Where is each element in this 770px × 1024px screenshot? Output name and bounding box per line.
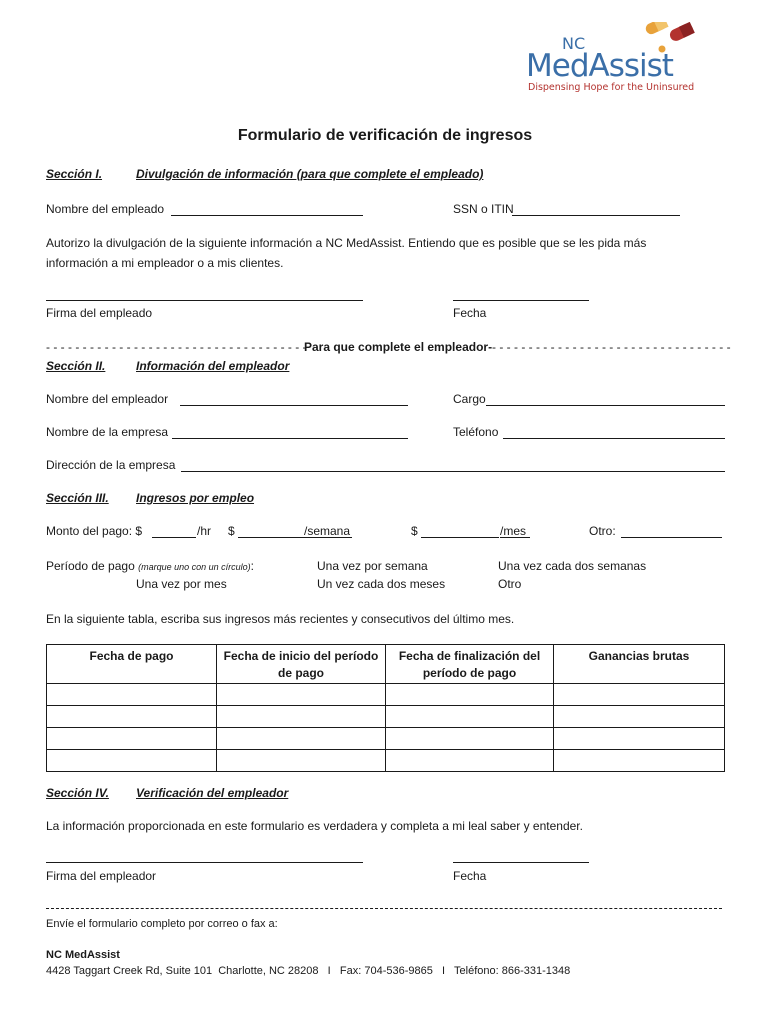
table-cell[interactable]	[47, 706, 217, 728]
other-amount-field[interactable]	[621, 537, 722, 538]
divider-right: - - - - - - - - - - - - - - - - - - - - - - - - - - - - - - - - -	[492, 340, 731, 354]
logo-name: MedAssist	[526, 48, 673, 84]
employee-date-label: Fecha	[453, 306, 487, 320]
earnings-table	[46, 644, 725, 772]
section2-title: Información del empleador	[136, 359, 290, 373]
authorization-line1: Autorizo la divulgación de la siguiente información a NC MedAssist. Entiendo que es posible que se les pida más	[46, 236, 647, 250]
footer-divider	[46, 908, 722, 909]
table-cell[interactable]	[217, 684, 386, 706]
verification-statement: La información proporcionada en este formulario es verdadera y completa a mi leal saber y entender.	[46, 819, 583, 833]
pay-period-text: Período de pago	[46, 559, 135, 573]
per-month-label: /mes	[500, 524, 527, 538]
section3-title: Ingresos por empleo	[136, 491, 255, 505]
footer-org: NC MedAssist	[46, 949, 120, 961]
logo-nc: NC	[562, 34, 586, 53]
phone-field[interactable]	[503, 438, 725, 439]
option-other[interactable]: Otro	[498, 577, 522, 591]
monthly-amount-field[interactable]	[421, 537, 499, 538]
header-pay-date: Fecha de pago	[47, 645, 217, 684]
option-bimonthly[interactable]: Un vez cada dos meses	[317, 577, 446, 591]
company-field[interactable]	[172, 438, 408, 439]
authorization-line2: información a mi empleador o a mis clientes.	[46, 256, 284, 270]
table-row	[47, 706, 725, 728]
option-weekly[interactable]: Una vez por semana	[317, 559, 428, 573]
employer-date-field[interactable]	[453, 862, 589, 863]
section1-title: Divulgación de información (para que complete el empleado)	[136, 167, 484, 181]
divider-employer-note: Para que complete el empleador-	[304, 340, 493, 354]
table-cell[interactable]	[386, 728, 554, 750]
header-period-end: Fecha de finalización del período de pago	[386, 645, 554, 684]
table-cell[interactable]	[217, 728, 386, 750]
employee-name-field[interactable]	[171, 215, 363, 216]
table-cell[interactable]	[554, 750, 725, 772]
table-cell[interactable]	[554, 728, 725, 750]
weekly-amount-field[interactable]	[238, 537, 304, 538]
employer-signature-field[interactable]	[46, 862, 363, 863]
page-title: Formulario de verificación de ingresos	[237, 127, 533, 144]
table-cell[interactable]	[47, 684, 217, 706]
table-row	[47, 750, 725, 772]
section4-title: Verificación del empleador	[136, 786, 289, 800]
pay-period-hint: (marque uno con un círculo)	[138, 562, 251, 572]
footer-instruction: Envíe el formulario completo por correo o fax a:	[46, 918, 278, 930]
per-hour-label: /hr	[197, 524, 212, 538]
table-header-row	[47, 645, 725, 684]
table-cell[interactable]	[217, 750, 386, 772]
pay-period-colon: :	[250, 559, 254, 573]
table-cell[interactable]	[217, 706, 386, 728]
hourly-amount-field[interactable]	[152, 537, 196, 538]
address-label: Dirección de la empresa	[46, 458, 176, 472]
position-field[interactable]	[486, 405, 725, 406]
header-gross-earnings: Ganancias brutas	[554, 645, 725, 684]
divider-left: - - - - - - - - - - - - - - - - - - - - - - - - - - - - - - - - - - - -	[46, 340, 307, 354]
ssn-field[interactable]	[512, 215, 680, 216]
per-week-label: /semana	[304, 524, 351, 538]
employee-name-label: Nombre del empleado	[46, 202, 165, 216]
pay-period-label	[46, 559, 254, 573]
employer-name-field[interactable]	[180, 405, 408, 406]
other-amount-label: Otro:	[589, 524, 616, 538]
option-biweekly[interactable]: Una vez cada dos semanas	[498, 559, 647, 573]
ssn-label: SSN o ITIN	[453, 202, 514, 216]
employee-signature-label: Firma del empleado	[46, 306, 153, 320]
phone-label: Teléfono	[453, 425, 499, 439]
table-row	[47, 728, 725, 750]
option-monthly[interactable]: Una vez por mes	[136, 577, 227, 591]
position-label: Cargo	[453, 392, 486, 406]
table-cell[interactable]	[386, 684, 554, 706]
table-cell[interactable]	[554, 684, 725, 706]
section1-label: Sección I.	[46, 167, 103, 181]
company-label: Nombre de la empresa	[46, 425, 169, 439]
footer-address: 4428 Taggart Creek Rd, Suite 101 Charlotte, NC 28208 I Fax: 704-536-9865 I Teléfono: 866-331-1348	[46, 965, 571, 977]
table-instruction: En la siguiente tabla, escriba sus ingresos más recientes y consecutivos del último mes.	[46, 612, 515, 626]
section3-label: Sección III.	[46, 491, 109, 505]
weekly-dollar-label: $	[228, 524, 235, 538]
section2-label: Sección II.	[46, 359, 106, 373]
monthly-dollar-label: $	[411, 524, 418, 538]
table-row	[47, 684, 725, 706]
section4-label: Sección IV.	[46, 786, 109, 800]
monthly-underline-extend	[500, 537, 530, 538]
table-cell[interactable]	[47, 728, 217, 750]
pay-amount-label: Monto del pago: $	[46, 524, 143, 538]
address-field[interactable]	[181, 471, 725, 472]
employer-name-label: Nombre del empleador	[46, 392, 169, 406]
header-period-start: Fecha de inicio del período de pago	[217, 645, 386, 684]
table-cell[interactable]	[386, 706, 554, 728]
logo-tagline: Dispensing Hope for the Uninsured	[528, 82, 695, 93]
table-cell[interactable]	[386, 750, 554, 772]
table-cell[interactable]	[554, 706, 725, 728]
nc-medassist-logo	[522, 22, 712, 96]
employee-signature-field[interactable]	[46, 300, 363, 301]
employer-signature-label: Firma del empleador	[46, 869, 157, 883]
employer-date-label: Fecha	[453, 869, 487, 883]
employee-date-field[interactable]	[453, 300, 589, 301]
weekly-underline-extend	[304, 537, 352, 538]
table-cell[interactable]	[47, 750, 217, 772]
